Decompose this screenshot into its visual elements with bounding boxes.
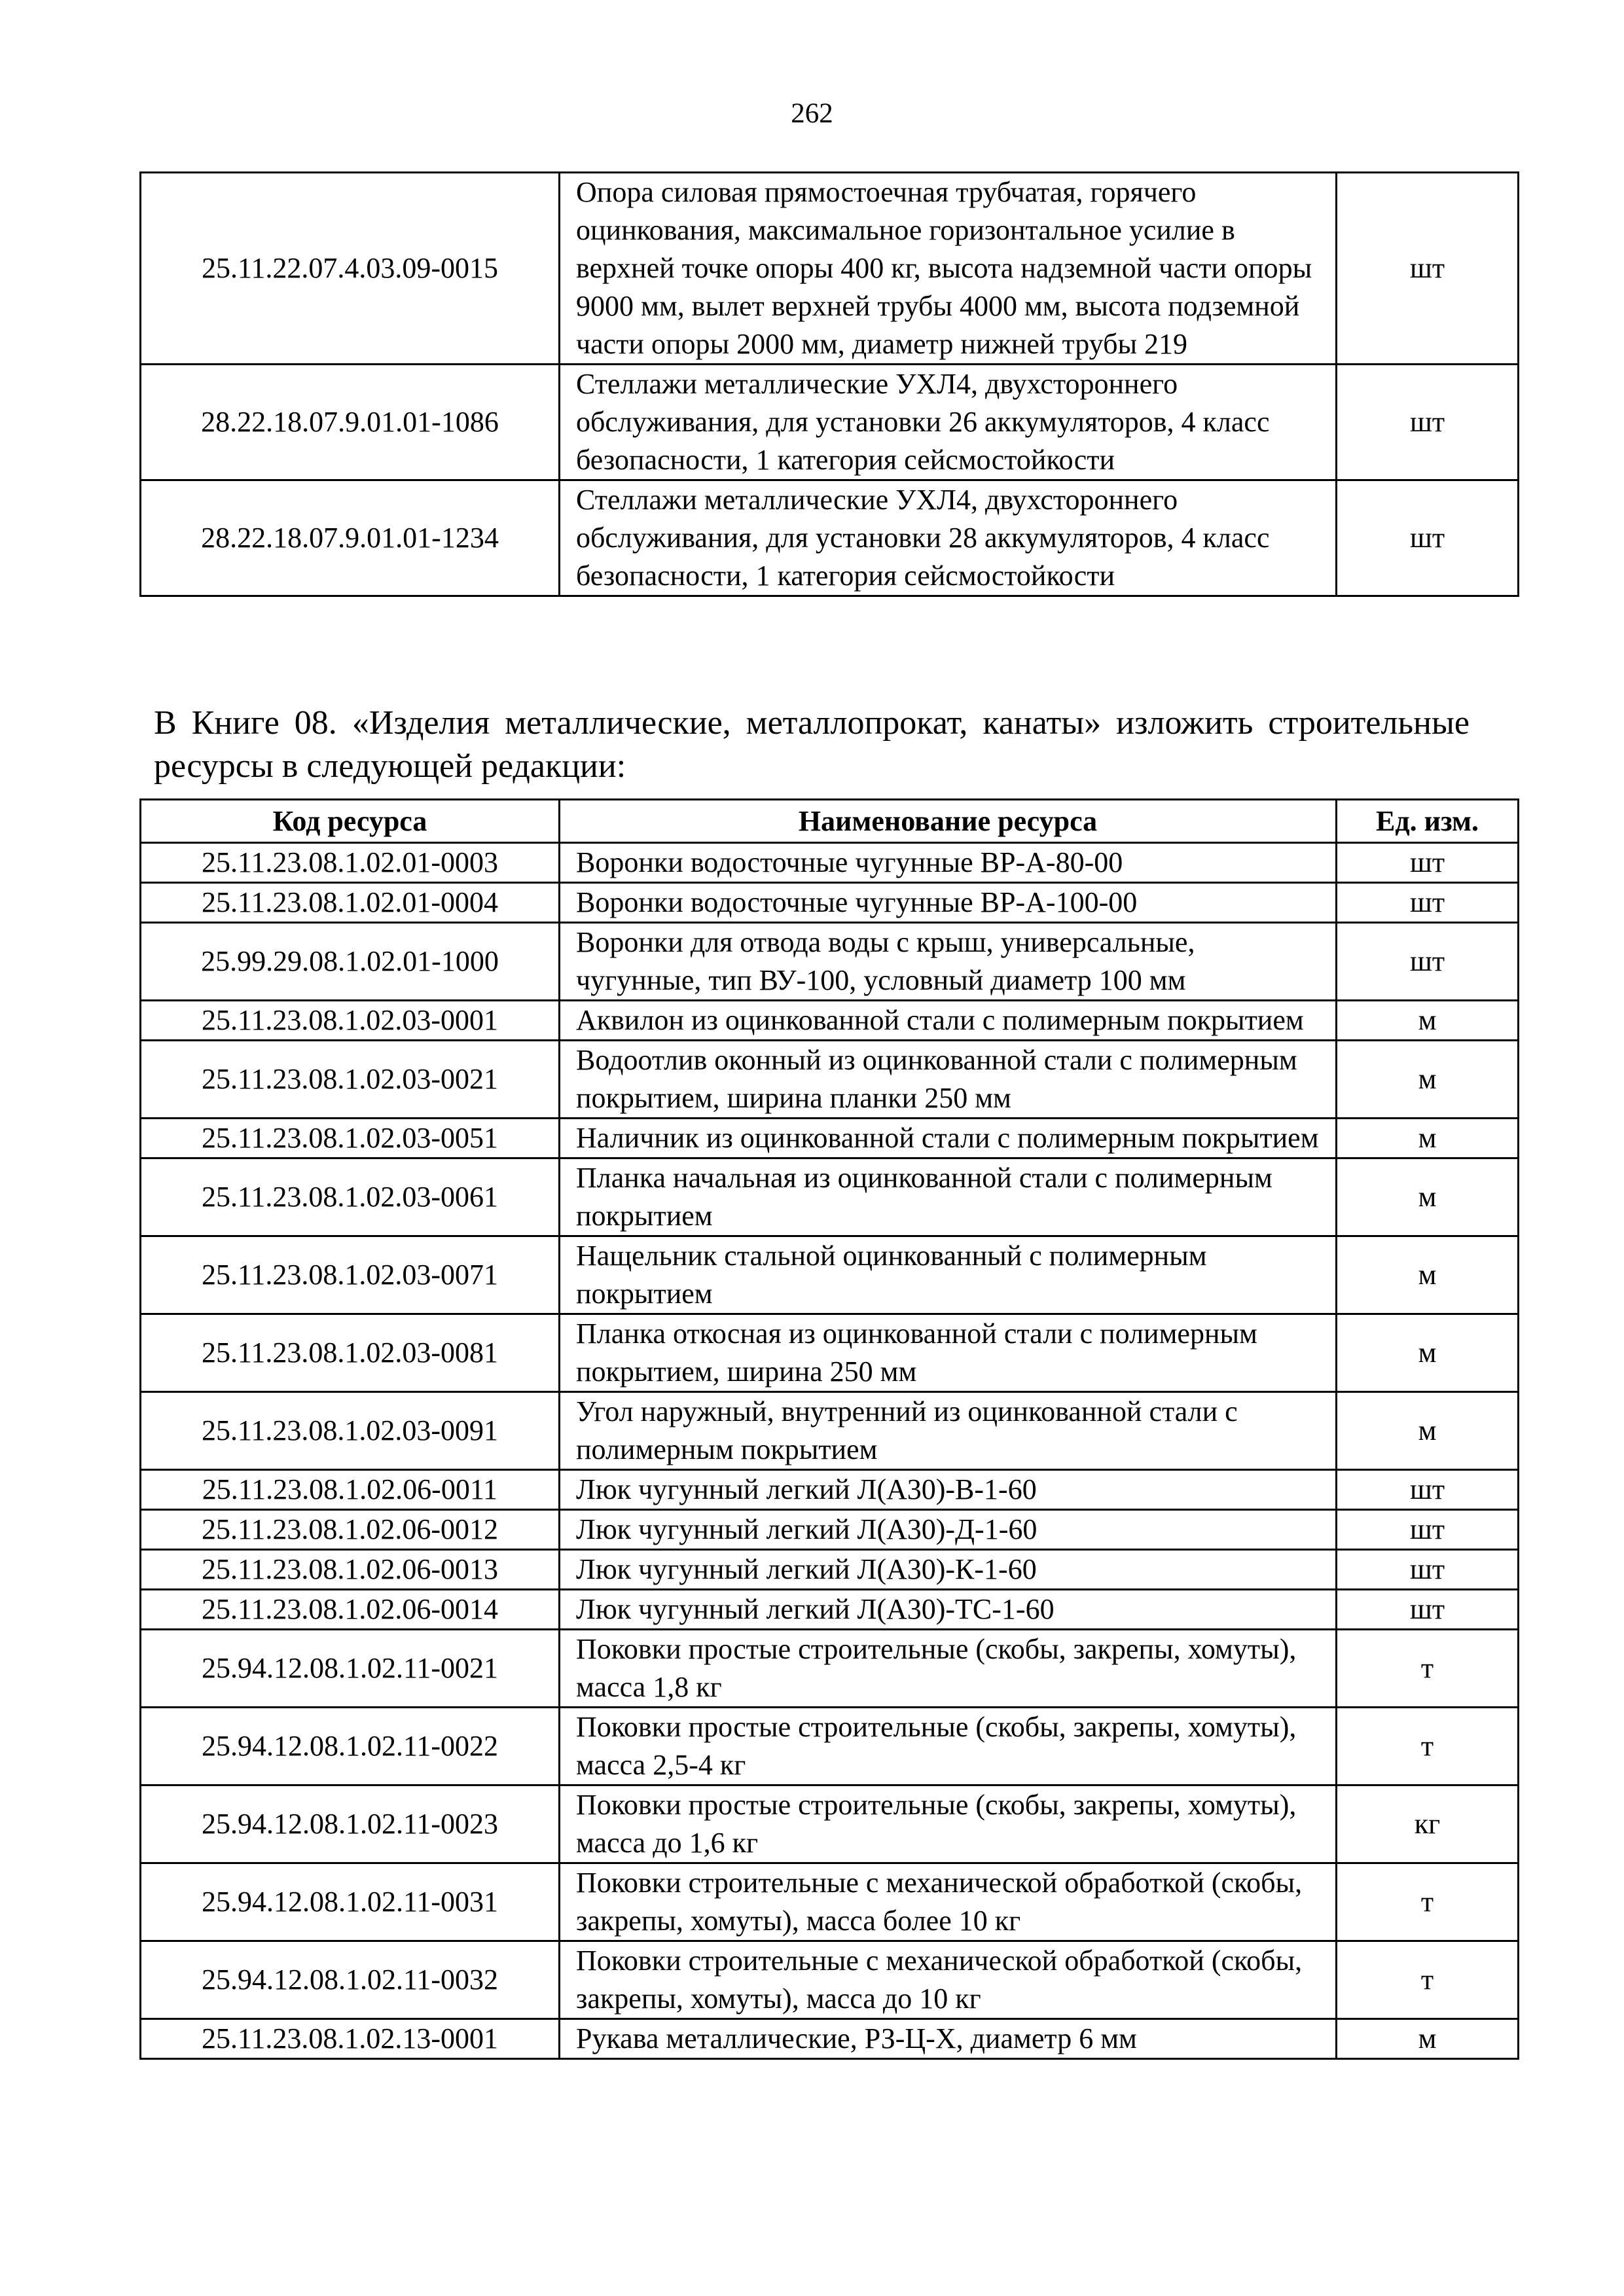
table-row bbox=[141, 1941, 1519, 2019]
table-row bbox=[141, 1001, 1519, 1041]
resource-unit: м bbox=[1337, 1236, 1519, 1314]
instruction-paragraph: В Книге 08. «Изделия металлические, металлопрокат, канаты» изложить строительные ресурсы в следующей редакции: bbox=[154, 704, 1470, 785]
resource-table bbox=[139, 798, 1519, 2060]
resource-code: 25.11.23.08.1.02.03-0091 bbox=[141, 1392, 560, 1470]
resource-name: Поковки строительные с механической обработкой (скобы, закрепы, хомуты), масса более 10 кг bbox=[560, 1863, 1337, 1941]
resource-code: 25.11.23.08.1.02.03-0071 bbox=[141, 1236, 560, 1314]
resource-name: Поковки простые строительные (скобы, закрепы, хомуты), масса до 1,6 кг bbox=[560, 1785, 1337, 1863]
header-unit: Ед. изм. bbox=[1337, 800, 1519, 843]
resource-code: 28.22.18.07.9.01.01-1234 bbox=[141, 480, 560, 596]
resource-unit: шт bbox=[1337, 1550, 1519, 1590]
resource-unit: шт bbox=[1337, 1510, 1519, 1550]
resource-unit: т bbox=[1337, 1708, 1519, 1785]
resource-unit: шт bbox=[1337, 365, 1519, 480]
table-row bbox=[141, 1041, 1519, 1119]
resource-name: Люк чугунный легкий Л(А30)-К-1-60 bbox=[560, 1550, 1337, 1590]
resource-name: Рукава металлические, РЗ-Ц-Х, диаметр 6 мм bbox=[560, 2019, 1337, 2059]
resource-name: Водоотлив оконный из оцинкованной стали с полимерным покрытием, ширина планки 250 мм bbox=[560, 1041, 1337, 1119]
resource-code: 25.11.23.08.1.02.03-0001 bbox=[141, 1001, 560, 1041]
table-row bbox=[141, 1470, 1519, 1510]
resource-name: Стеллажи металлические УХЛ4, двухстороннего обслуживания, для установки 26 аккумуляторов, 4 класс безопасности, 1 категория сейсмостойкости bbox=[560, 365, 1337, 480]
resource-code: 25.94.12.08.1.02.11-0031 bbox=[141, 1863, 560, 1941]
resource-unit: м bbox=[1337, 2019, 1519, 2059]
resource-code: 25.99.29.08.1.02.01-1000 bbox=[141, 923, 560, 1001]
resource-name: Люк чугунный легкий Л(А30)-Д-1-60 bbox=[560, 1510, 1337, 1550]
table-header-row bbox=[141, 800, 1519, 843]
resource-unit: м bbox=[1337, 1041, 1519, 1119]
resource-name: Люк чугунный легкий Л(А30)-ТС-1-60 bbox=[560, 1590, 1337, 1630]
table-row bbox=[141, 1785, 1519, 1863]
resource-name: Стеллажи металлические УХЛ4, двухстороннего обслуживания, для установки 28 аккумуляторов, 4 класс безопасности, 1 категория сейсмостойкости bbox=[560, 480, 1337, 596]
table-row bbox=[141, 365, 1519, 480]
resource-code: 25.11.22.07.4.03.09-0015 bbox=[141, 173, 560, 365]
resource-code: 28.22.18.07.9.01.01-1086 bbox=[141, 365, 560, 480]
resource-name: Воронки водосточные чугунные ВР-А-80-00 bbox=[560, 843, 1337, 883]
resource-unit: шт bbox=[1337, 923, 1519, 1001]
resource-code: 25.11.23.08.1.02.13-0001 bbox=[141, 2019, 560, 2059]
table-row bbox=[141, 1119, 1519, 1158]
header-code: Код ресурса bbox=[141, 800, 560, 843]
resource-name: Планка начальная из оцинкованной стали с полимерным покрытием bbox=[560, 1158, 1337, 1236]
table-row bbox=[141, 1236, 1519, 1314]
resource-name: Нащельник стальной оцинкованный с полимерным покрытием bbox=[560, 1236, 1337, 1314]
table-row bbox=[141, 173, 1519, 365]
table-row bbox=[141, 2019, 1519, 2059]
table-row bbox=[141, 923, 1519, 1001]
resource-code: 25.11.23.08.1.02.06-0012 bbox=[141, 1510, 560, 1550]
table-row bbox=[141, 1863, 1519, 1941]
resource-code: 25.11.23.08.1.02.03-0081 bbox=[141, 1314, 560, 1392]
table-row bbox=[141, 1510, 1519, 1550]
resource-code: 25.11.23.08.1.02.01-0004 bbox=[141, 883, 560, 923]
table-row bbox=[141, 1392, 1519, 1470]
resource-name: Поковки строительные с механической обработкой (скобы, закрепы, хомуты), масса до 10 кг bbox=[560, 1941, 1337, 2019]
table-row bbox=[141, 883, 1519, 923]
resource-unit: т bbox=[1337, 1863, 1519, 1941]
table-row bbox=[141, 1708, 1519, 1785]
resource-code: 25.11.23.08.1.02.03-0061 bbox=[141, 1158, 560, 1236]
resource-name: Воронки для отвода воды с крыш, универсальные, чугунные, тип ВУ-100, условный диаметр 100 мм bbox=[560, 923, 1337, 1001]
resource-unit: шт bbox=[1337, 843, 1519, 883]
resource-name: Люк чугунный легкий Л(А30)-В-1-60 bbox=[560, 1470, 1337, 1510]
resource-name: Поковки простые строительные (скобы, закрепы, хомуты), масса 2,5-4 кг bbox=[560, 1708, 1337, 1785]
continued-resource-table bbox=[139, 171, 1519, 597]
resource-unit: м bbox=[1337, 1158, 1519, 1236]
resource-unit: шт bbox=[1337, 1590, 1519, 1630]
resource-unit: т bbox=[1337, 1941, 1519, 2019]
table-row bbox=[141, 1158, 1519, 1236]
resource-code: 25.11.23.08.1.02.06-0013 bbox=[141, 1550, 560, 1590]
resource-code: 25.11.23.08.1.02.06-0011 bbox=[141, 1470, 560, 1510]
header-name: Наименование ресурса bbox=[560, 800, 1337, 843]
resource-unit: шт bbox=[1337, 173, 1519, 365]
table-row bbox=[141, 1314, 1519, 1392]
resource-code: 25.11.23.08.1.02.03-0051 bbox=[141, 1119, 560, 1158]
table-row bbox=[141, 1590, 1519, 1630]
table-row bbox=[141, 1550, 1519, 1590]
resource-code: 25.11.23.08.1.02.03-0021 bbox=[141, 1041, 560, 1119]
table-row bbox=[141, 1630, 1519, 1708]
resource-unit: м bbox=[1337, 1119, 1519, 1158]
resource-code: 25.94.12.08.1.02.11-0021 bbox=[141, 1630, 560, 1708]
table-row bbox=[141, 843, 1519, 883]
resource-name: Поковки простые строительные (скобы, закрепы, хомуты), масса 1,8 кг bbox=[560, 1630, 1337, 1708]
resource-unit: м bbox=[1337, 1314, 1519, 1392]
resource-name: Угол наружный, внутренний из оцинкованной стали с полимерным покрытием bbox=[560, 1392, 1337, 1470]
page-number: 262 bbox=[791, 98, 833, 129]
resource-unit: шт bbox=[1337, 883, 1519, 923]
resource-name: Аквилон из оцинкованной стали с полимерным покрытием bbox=[560, 1001, 1337, 1041]
resource-code: 25.11.23.08.1.02.06-0014 bbox=[141, 1590, 560, 1630]
resource-name: Воронки водосточные чугунные ВР-А-100-00 bbox=[560, 883, 1337, 923]
resource-unit: шт bbox=[1337, 480, 1519, 596]
resource-name: Опора силовая прямостоечная трубчатая, горячего оцинкования, максимальное горизонтальное усилие в верхней точке опоры 400 кг, высота надземной части опоры 9000 мм, вылет верхней трубы 4000 мм, высота подземной части опоры 2000 мм, диаметр нижней трубы 219 bbox=[560, 173, 1337, 365]
resource-code: 25.11.23.08.1.02.01-0003 bbox=[141, 843, 560, 883]
resource-unit: т bbox=[1337, 1630, 1519, 1708]
resource-unit: кг bbox=[1337, 1785, 1519, 1863]
resource-name: Наличник из оцинкованной стали с полимерным покрытием bbox=[560, 1119, 1337, 1158]
resource-code: 25.94.12.08.1.02.11-0022 bbox=[141, 1708, 560, 1785]
resource-unit: м bbox=[1337, 1001, 1519, 1041]
resource-code: 25.94.12.08.1.02.11-0023 bbox=[141, 1785, 560, 1863]
resource-name: Планка откосная из оцинкованной стали с полимерным покрытием, ширина 250 мм bbox=[560, 1314, 1337, 1392]
resource-code: 25.94.12.08.1.02.11-0032 bbox=[141, 1941, 560, 2019]
resource-unit: шт bbox=[1337, 1470, 1519, 1510]
table-row bbox=[141, 480, 1519, 596]
resource-unit: м bbox=[1337, 1392, 1519, 1470]
